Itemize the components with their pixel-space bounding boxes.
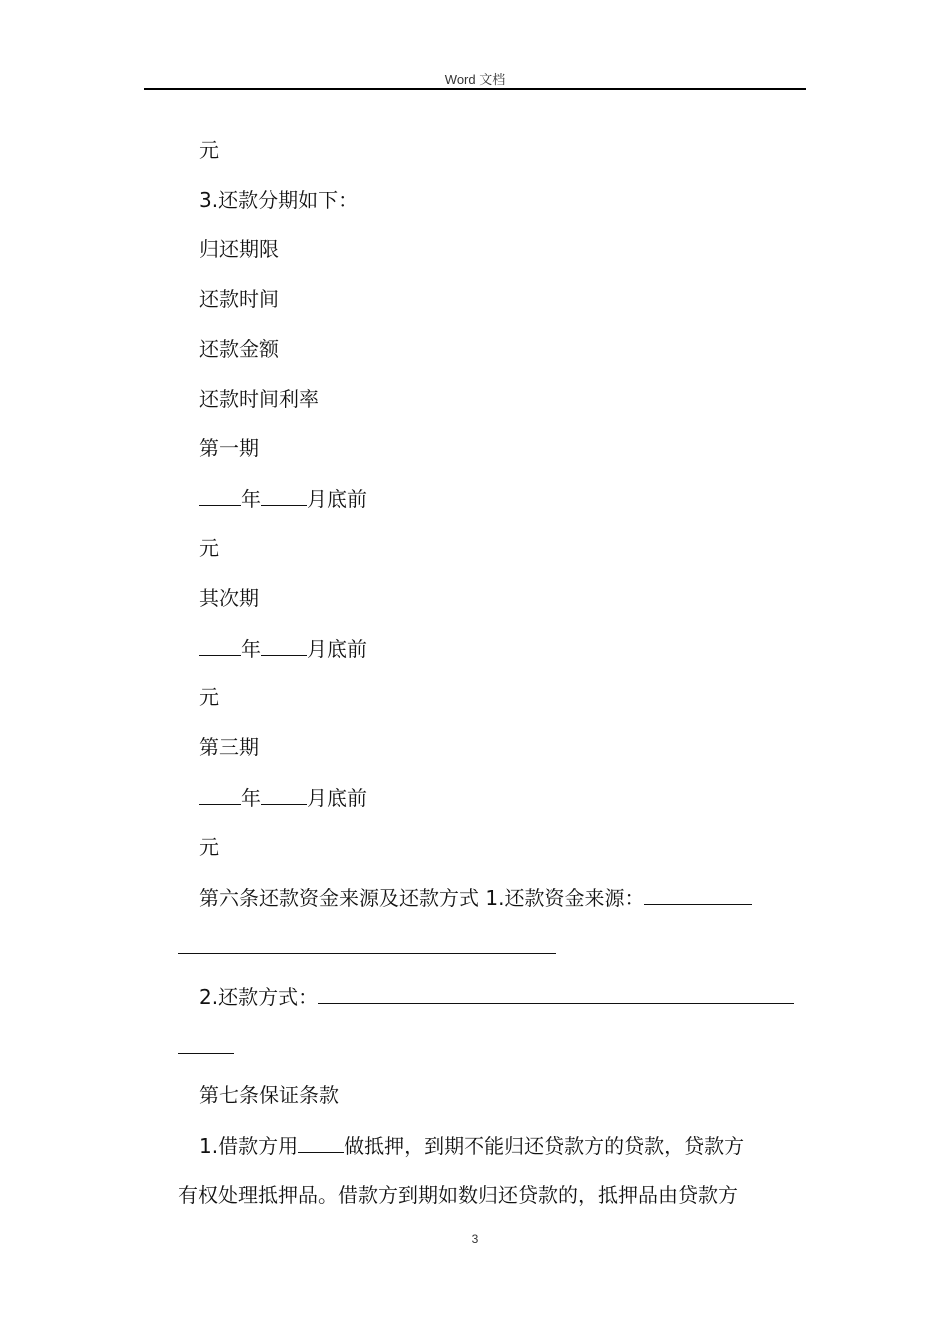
blank-field: [199, 784, 241, 805]
text-line: 3.还款分期如下：: [199, 188, 359, 212]
blank-field: [318, 983, 794, 1004]
blank-field: [261, 635, 307, 656]
repayment-method-label: 2.还款方式：: [199, 985, 319, 1009]
month-label: 月底前: [307, 487, 367, 511]
text-segment: 做抵押，到期不能归还贷款方的贷款，贷款方: [344, 1134, 745, 1158]
header-rule: [144, 88, 806, 90]
repayment-source-label: 第六条还款资金来源及还款方式 1.还款资金来源：: [199, 886, 645, 910]
blank-field: [644, 884, 752, 905]
date-line: [199, 485, 367, 512]
month-label: 月底前: [307, 786, 367, 810]
page-number: 3: [471, 1232, 479, 1246]
year-label: 年: [241, 637, 261, 661]
blank-field: [199, 485, 241, 506]
blank-field: [178, 1033, 234, 1054]
blank-field: [261, 784, 307, 805]
text-line: [199, 1132, 744, 1159]
section-heading: 第七条保证条款: [199, 1083, 339, 1107]
text-line: 元: [199, 536, 219, 560]
blank-field: [261, 485, 307, 506]
year-label: 年: [241, 487, 261, 511]
text-line: 其次期: [199, 586, 259, 610]
date-line: [199, 635, 367, 662]
text-line: 第一期: [199, 436, 259, 460]
blank-line: [178, 933, 556, 960]
text-line: 归还期限: [199, 237, 279, 261]
blank-field: [199, 635, 241, 656]
year-label: 年: [241, 786, 261, 810]
blank-line: [178, 1033, 234, 1060]
blank-field: [298, 1132, 344, 1153]
text-line: 还款时间: [199, 287, 279, 311]
blank-field: [178, 933, 556, 954]
text-line: 还款时间利率: [199, 387, 319, 411]
header-title: Word 文档: [444, 72, 506, 87]
text-line: 元: [199, 835, 219, 859]
text-line: 元: [199, 138, 219, 162]
month-label: 月底前: [307, 637, 367, 661]
text-line: 有权处理抵押品。借款方到期如数归还贷款的，抵押品由贷款方: [178, 1183, 738, 1207]
repayment-source-line: [199, 884, 752, 911]
text-segment: 1.借款方用: [199, 1134, 299, 1158]
repayment-method-line: [199, 983, 794, 1010]
text-line: 还款金额: [199, 337, 279, 361]
text-line: 第三期: [199, 735, 259, 759]
date-line: [199, 784, 367, 811]
text-line: 元: [199, 685, 219, 709]
